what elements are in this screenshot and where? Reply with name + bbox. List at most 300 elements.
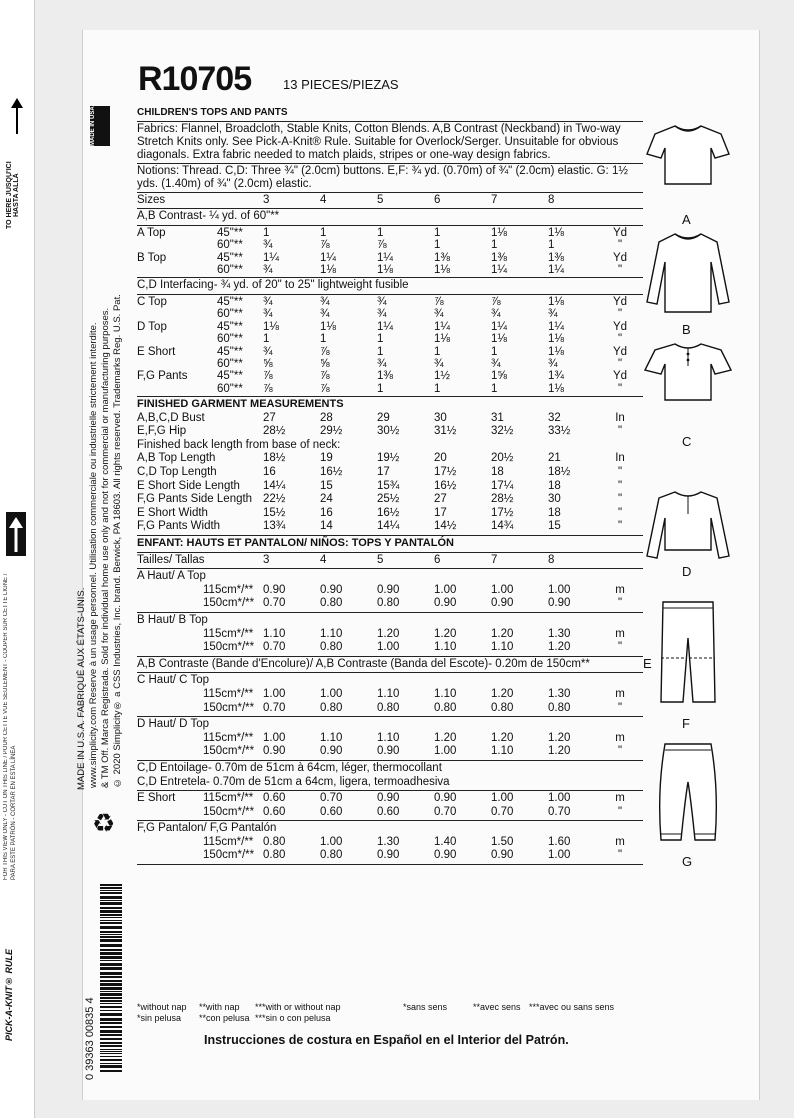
value-cell: ¾ — [377, 295, 387, 308]
value-cell: 14¼ — [377, 520, 400, 533]
unit-cell: " — [617, 357, 623, 370]
footnote: **avec sens — [473, 1002, 521, 1012]
value-cell: ⅞ — [320, 382, 330, 395]
value-cell: 18 — [548, 506, 561, 519]
value-cell: 25½ — [377, 493, 400, 506]
tailles-row — [137, 554, 643, 568]
value-cell: 17 — [377, 466, 390, 479]
table-row — [137, 732, 643, 746]
value-cell: 14½ — [434, 520, 457, 533]
recycle-icon: ♻ — [92, 808, 116, 838]
value-cell: 0.90 — [377, 583, 400, 596]
ab-contrast-metric: A,B Contraste (Bande d'Encolure)/ A,B Contraste (Banda del Escote)- 0.20m de 150cm** — [137, 657, 590, 670]
table-row — [137, 849, 643, 863]
table-row — [137, 333, 643, 345]
copyright-line: © 2020 Simplicity® a CSS Industries, Inc. brand. Berwick, PA 18603. All rights reserved. Trademarks Reg. U.S. Pat. — [112, 294, 123, 788]
value-cell: ¾ — [263, 345, 273, 358]
table-row — [137, 480, 643, 494]
value-cell: 17¼ — [491, 479, 514, 492]
value-cell: ¾ — [263, 308, 273, 321]
arrow-up-icon — [9, 96, 25, 136]
a-metric-heading: A Haut/ A Top — [137, 570, 206, 583]
table-row — [137, 688, 643, 702]
row-label — [137, 806, 203, 820]
value-cell: 1.30 — [548, 687, 571, 700]
unit-cell: m — [615, 583, 625, 596]
value-cell: 1⅛ — [434, 263, 450, 276]
table-row — [137, 452, 643, 466]
value-cell: 0.80 — [320, 641, 343, 654]
row-label — [137, 836, 203, 850]
metric-group-c — [137, 688, 643, 715]
size-cell: 3 — [263, 553, 270, 566]
value-cell: ¾ — [548, 308, 558, 321]
footnote: *sin pelusa — [137, 1013, 182, 1023]
tailles-label: Tailles/ Tallas — [137, 553, 205, 566]
value-cell: 17½ — [491, 506, 514, 519]
value-cell: 1.50 — [491, 835, 514, 848]
value-cell: ⅞ — [320, 239, 330, 252]
enfant-heading: ENFANT: HAUTS ET PANTALON/ NIÑOS: TOPS Y PANTALÓN — [137, 537, 454, 549]
arrow-up-icon — [6, 512, 26, 556]
value-cell: 0.80 — [320, 597, 343, 610]
value-cell: 1¼ — [491, 320, 507, 333]
value-cell: 1 — [263, 333, 270, 346]
value-cell: 16½ — [377, 506, 400, 519]
view-c-label: C — [682, 434, 692, 449]
value-cell: 15 — [548, 520, 561, 533]
value-cell: 18 — [548, 479, 561, 492]
unit-cell: " — [617, 745, 623, 758]
value-cell: 20 — [434, 452, 447, 465]
value-cell: 0.90 — [263, 745, 286, 758]
value-cell: 1.20 — [548, 731, 571, 744]
value-cell: 1 — [491, 382, 498, 395]
value-cell: 16 — [320, 506, 333, 519]
value-cell: ¾ — [434, 357, 444, 370]
footnotes — [137, 1002, 637, 1024]
size-cell: 3 — [263, 193, 270, 206]
fg-metric-heading: F,G Pantalon/ F,G Pantalón — [137, 822, 277, 835]
value-cell: 1⅛ — [491, 226, 507, 239]
value-cell: ⅞ — [434, 295, 444, 308]
value-cell: ¾ — [263, 263, 273, 276]
value-cell: ¾ — [434, 308, 444, 321]
row-label: E Short — [137, 345, 176, 358]
value-cell: ¾ — [548, 357, 558, 370]
value-cell: 1.10 — [434, 641, 457, 654]
view-b-label: B — [682, 322, 691, 337]
value-cell: 1¾ — [548, 370, 564, 383]
width-cell: 60"** — [217, 382, 243, 395]
pick-a-knit-label: PICK-A-KNIT® RULE — [4, 949, 14, 1041]
value-cell: 0.90 — [263, 583, 286, 596]
value-cell: 0.90 — [434, 597, 457, 610]
width-cell: 60"** — [217, 239, 243, 252]
unit-cell: Yd — [612, 251, 628, 264]
value-cell: 16½ — [320, 466, 343, 479]
measurement-group-2 — [137, 452, 643, 534]
row-label: C Top — [137, 295, 167, 308]
unit-cell: " — [617, 701, 623, 714]
value-cell: 0.90 — [377, 792, 400, 805]
table-row — [137, 745, 643, 759]
value-cell: 1 — [434, 226, 441, 239]
value-cell: 27 — [263, 411, 276, 424]
value-cell: 1.00 — [491, 583, 514, 596]
fabrics-text: Fabrics: Flannel, Broadcloth, Stable Knits, Cotton Blends. A,B Contrast (Neckband) in Two-way Stretch Knits only. See Pick-A-Knit® Rule. Suitable for Overlock/Serger. Unsuitable for obvious diagonals. Extra fabric needed to match plaids, stripes or one-way design fabrics. — [137, 122, 621, 161]
unit-cell: " — [617, 849, 623, 862]
value-cell: 1 — [377, 382, 384, 395]
unit-cell: Yd — [612, 320, 628, 333]
row-label — [137, 333, 217, 345]
width-cell: 115cm*/** — [203, 583, 254, 596]
b-metric-heading: B Haut/ B Top — [137, 613, 208, 626]
value-cell: 0.60 — [263, 805, 286, 818]
value-cell: 0.70 — [263, 641, 286, 654]
width-cell: 150cm*/** — [203, 805, 255, 818]
value-cell: ¾ — [377, 357, 387, 370]
table-row — [137, 321, 643, 333]
value-cell: 0.80 — [548, 701, 571, 714]
view-b-illustration — [643, 228, 733, 318]
ab-contrast-line: A,B Contrast- ¼ yd. of 60"** — [137, 210, 280, 223]
value-cell: 1.10 — [263, 627, 286, 640]
value-cell: 1⅜ — [434, 251, 450, 264]
table-row — [137, 227, 643, 239]
table-row — [137, 806, 643, 820]
value-cell: 1¼ — [263, 251, 279, 264]
value-cell: 0.70 — [320, 792, 343, 805]
size-cell: 4 — [320, 553, 327, 566]
width-cell: 60"** — [217, 308, 243, 321]
table-row — [137, 358, 643, 370]
view-f-label: F — [682, 716, 690, 731]
value-cell: 16 — [263, 466, 276, 479]
value-cell: 0.90 — [491, 597, 514, 610]
row-label — [137, 641, 203, 655]
unit-cell: m — [615, 627, 625, 640]
value-cell: 1.40 — [434, 835, 457, 848]
unit-cell: " — [617, 308, 623, 321]
value-cell: 32 — [548, 411, 561, 424]
row-label: C,D Top Length — [137, 466, 217, 479]
notions-text: Notions: Thread. C,D: Three ¾" (2.0cm) buttons. E,F: ¾ yd. (0.70m) of ¾" (2.0cm) elastic. G: 1½ yds. (1.40m) of ¾" (2.0cm) elastic. — [137, 164, 628, 190]
value-cell: 1.20 — [491, 627, 514, 640]
view-c-illustration — [643, 338, 733, 408]
value-cell: 0.80 — [434, 701, 457, 714]
value-cell: 1.00 — [377, 641, 400, 654]
value-cell: 29 — [377, 411, 390, 424]
value-cell: 16½ — [434, 479, 457, 492]
row-label: D Top — [137, 320, 167, 333]
value-cell: 1 — [320, 333, 327, 346]
unit-cell: " — [617, 641, 623, 654]
value-cell: 1.00 — [320, 687, 343, 700]
value-cell: 1¼ — [548, 263, 564, 276]
value-cell: 32½ — [491, 425, 514, 438]
yardage-group-cdefg — [137, 296, 643, 395]
footnote: *sans sens — [403, 1002, 448, 1012]
row-label: B Top — [137, 251, 167, 264]
size-cell: 6 — [434, 553, 441, 566]
value-cell: ¾ — [320, 308, 330, 321]
table-row — [137, 597, 643, 611]
view-e-label: E — [643, 656, 652, 671]
row-label: E Short Width — [137, 506, 208, 519]
width-cell: 150cm*/** — [203, 641, 255, 654]
table-row — [137, 252, 643, 264]
footnote: ***avec ou sans sens — [529, 1002, 615, 1012]
pick-a-knit-strip — [0, 0, 35, 1118]
value-cell: 1¼ — [320, 251, 336, 264]
unit-cell: " — [617, 479, 623, 492]
view-a-illustration — [643, 120, 733, 190]
value-cell: 1⅛ — [548, 226, 564, 239]
table-row — [137, 346, 643, 358]
value-cell: 0.90 — [434, 792, 457, 805]
table-row — [137, 836, 643, 850]
value-cell: 1.10 — [491, 745, 514, 758]
row-label: F,G Pants Side Length — [137, 493, 253, 506]
value-cell: 1⅛ — [434, 333, 450, 346]
value-cell: 1 — [491, 345, 498, 358]
unit-cell: " — [617, 493, 623, 506]
sizes-row — [137, 194, 643, 208]
unit-cell: In — [615, 411, 625, 424]
row-label — [137, 239, 217, 251]
value-cell: 17 — [434, 506, 447, 519]
d-metric-heading: D Haut/ D Top — [137, 718, 210, 731]
cd-entoilage-line: C,D Entoilage- 0.70m de 51cm à 64cm, léger, thermocollant — [137, 761, 442, 774]
value-cell: 1.10 — [320, 731, 343, 744]
value-cell: ¾ — [263, 239, 273, 252]
size-cell: 7 — [491, 553, 498, 566]
row-label — [137, 732, 203, 746]
value-cell: 1.20 — [377, 627, 400, 640]
table-row — [137, 383, 643, 395]
width-cell: 115cm*/** — [203, 792, 254, 805]
footnote: **con pelusa — [199, 1013, 250, 1023]
value-cell: ⅞ — [320, 370, 330, 383]
value-cell: 1.20 — [548, 745, 571, 758]
unit-cell: " — [617, 263, 623, 276]
sizes-label: Sizes — [137, 193, 166, 206]
value-cell: 1.20 — [491, 687, 514, 700]
row-label — [137, 745, 203, 759]
value-cell: 0.90 — [548, 597, 571, 610]
value-cell: 28½ — [491, 493, 514, 506]
row-label: F,G Pants — [137, 370, 188, 383]
cut-line-text: FOR THIS VIEW ONLY - CUT ON THIS LINE / POUR CETTE VUE SEULEMENT - COUPER SUR CETTE LIGNE / PARA ESTE PATRÓN - CORTAR EN ESTA LÍNEA — [3, 573, 17, 880]
value-cell: 0.70 — [548, 805, 571, 818]
value-cell: 0.70 — [263, 597, 286, 610]
size-cell: 7 — [491, 193, 498, 206]
value-cell: 14 — [320, 520, 333, 533]
width-cell: 45"** — [217, 295, 243, 308]
value-cell: 30½ — [377, 425, 400, 438]
value-cell: 28½ — [263, 425, 286, 438]
measurement-group-1 — [137, 412, 643, 439]
value-cell: 1¼ — [377, 251, 393, 264]
table-row — [137, 628, 643, 642]
width-cell: 150cm*/** — [203, 597, 255, 610]
table-row — [137, 425, 643, 439]
value-cell: 0.70 — [263, 701, 286, 714]
value-cell: 1 — [548, 239, 555, 252]
row-label — [137, 702, 203, 716]
value-cell: 27 — [434, 493, 447, 506]
size-cell: 6 — [434, 193, 441, 206]
value-cell: 18 — [491, 466, 504, 479]
made-in-line: MADE IN U.S.A. FABRIQUÉ AUX ÉTATS-UNIS. — [76, 587, 87, 790]
value-cell: ¾ — [491, 357, 501, 370]
value-cell: 1¼ — [491, 263, 507, 276]
view-g-illustration — [643, 740, 733, 850]
size-cell: 4 — [320, 193, 327, 206]
value-cell: 1⅝ — [491, 370, 507, 383]
unit-cell: " — [617, 239, 623, 252]
value-cell: 15½ — [263, 506, 286, 519]
unit-cell: " — [617, 520, 623, 533]
value-cell: 30 — [434, 411, 447, 424]
value-cell: 1.10 — [320, 627, 343, 640]
value-cell: ⅝ — [320, 357, 330, 370]
unit-cell: In — [615, 452, 625, 465]
table-row — [137, 792, 643, 806]
width-cell: 60"** — [217, 333, 243, 346]
unit-cell: Yd — [612, 295, 628, 308]
value-cell: 1.60 — [548, 835, 571, 848]
unit-cell: Yd — [612, 345, 628, 358]
width-cell: 115cm*/** — [203, 627, 254, 640]
row-label: F,G Pants Width — [137, 520, 221, 533]
value-cell: ⅞ — [491, 295, 501, 308]
value-cell: 1.20 — [434, 731, 457, 744]
value-cell: 1¼ — [434, 320, 450, 333]
width-cell: 115cm*/** — [203, 687, 254, 700]
footnote: ***with or without nap — [255, 1002, 341, 1012]
value-cell: 14¼ — [263, 479, 286, 492]
value-cell: 1.10 — [377, 687, 400, 700]
metric-group-e — [137, 792, 643, 819]
barcode — [100, 884, 122, 1074]
value-cell: 1⅛ — [548, 333, 564, 346]
value-cell: 22½ — [263, 493, 286, 506]
value-cell: 0.80 — [377, 597, 400, 610]
row-label — [137, 628, 203, 642]
value-cell: 1.30 — [377, 835, 400, 848]
value-cell: 19½ — [377, 452, 400, 465]
unit-cell: m — [615, 731, 625, 744]
view-a-label: A — [682, 212, 691, 227]
row-label — [137, 688, 203, 702]
footnote: *without nap — [137, 1002, 187, 1012]
value-cell: 1⅛ — [263, 320, 279, 333]
value-cell: ¾ — [377, 308, 387, 321]
metric-group-fg — [137, 836, 643, 863]
value-cell: 15 — [320, 479, 333, 492]
value-cell: 1 — [377, 226, 384, 239]
value-cell: 1.20 — [434, 627, 457, 640]
cd-entretela-line: C,D Entretela- 0.70m de 51cm a 64cm, ligera, termoadhesiva — [137, 775, 450, 788]
width-cell: 45"** — [217, 226, 243, 239]
value-cell: 0.80 — [377, 701, 400, 714]
row-label: E Short Side Length — [137, 479, 240, 492]
value-cell: 1⅛ — [548, 345, 564, 358]
row-label — [137, 584, 203, 598]
value-cell: 0.80 — [263, 849, 286, 862]
value-cell: 1 — [434, 239, 441, 252]
value-cell: 0.90 — [377, 849, 400, 862]
value-cell: 1 — [434, 382, 441, 395]
spanish-instructions-note: Instrucciones de costura en Español en el Interior del Patrón. — [204, 1033, 569, 1047]
row-label: E Short — [137, 792, 176, 805]
metric-group-a — [137, 584, 643, 611]
value-cell: 0.80 — [320, 701, 343, 714]
table-row — [137, 264, 643, 276]
value-cell: 1⅛ — [548, 382, 564, 395]
metric-group-b — [137, 628, 643, 655]
to-here-label: TO HERE JUSQU'ICI HASTA ALLÁ — [6, 161, 20, 229]
table-row — [137, 239, 643, 251]
value-cell: 0.60 — [320, 805, 343, 818]
value-cell: 0.90 — [377, 745, 400, 758]
trademark-line: & TM Off. Marca Registrada. Sold for individual home use only and not for commercial or manufacturing purposes. — [100, 307, 111, 788]
metric-group-d — [137, 732, 643, 759]
row-label: A Top — [137, 226, 166, 239]
value-cell: 33½ — [548, 425, 571, 438]
usage-line: www.simplicity.com Reserve à un usage personnel. Utilisation commerciale ou industrielle strictement interdite. — [88, 322, 99, 788]
width-cell: 45"** — [217, 345, 243, 358]
value-cell: 1.10 — [491, 641, 514, 654]
value-cell: 0.90 — [320, 583, 343, 596]
unit-cell: m — [615, 835, 625, 848]
unit-cell: " — [617, 805, 623, 818]
unit-cell: m — [615, 792, 625, 805]
value-cell: 0.80 — [263, 835, 286, 848]
value-cell: ¾ — [320, 295, 330, 308]
row-label — [137, 383, 217, 395]
value-cell: ⅞ — [263, 370, 273, 383]
value-cell: 1 — [320, 226, 327, 239]
value-cell: 1.00 — [434, 745, 457, 758]
value-cell: 31½ — [434, 425, 457, 438]
footnote: ***sin o con pelusa — [255, 1013, 331, 1023]
width-cell: 60"** — [217, 263, 243, 276]
table-row — [137, 493, 643, 507]
unit-cell: " — [617, 382, 623, 395]
value-cell: 14¾ — [491, 520, 514, 533]
barcode-number: 0 39363 00835 4 — [84, 997, 96, 1080]
value-cell: ⅞ — [320, 345, 330, 358]
value-cell: 1 — [434, 345, 441, 358]
width-cell: 150cm*/** — [203, 701, 255, 714]
view-d-label: D — [682, 564, 692, 579]
table-row — [137, 466, 643, 480]
value-cell: 1.30 — [548, 627, 571, 640]
value-cell: 0.60 — [263, 792, 286, 805]
row-label — [137, 308, 217, 320]
value-cell: 1⅛ — [320, 320, 336, 333]
table-row — [137, 520, 643, 534]
value-cell: 13¾ — [263, 520, 286, 533]
value-cell: 1.00 — [548, 583, 571, 596]
value-cell: 0.80 — [320, 849, 343, 862]
unit-cell: m — [615, 687, 625, 700]
value-cell: 1⅛ — [377, 263, 393, 276]
table-row — [137, 296, 643, 308]
